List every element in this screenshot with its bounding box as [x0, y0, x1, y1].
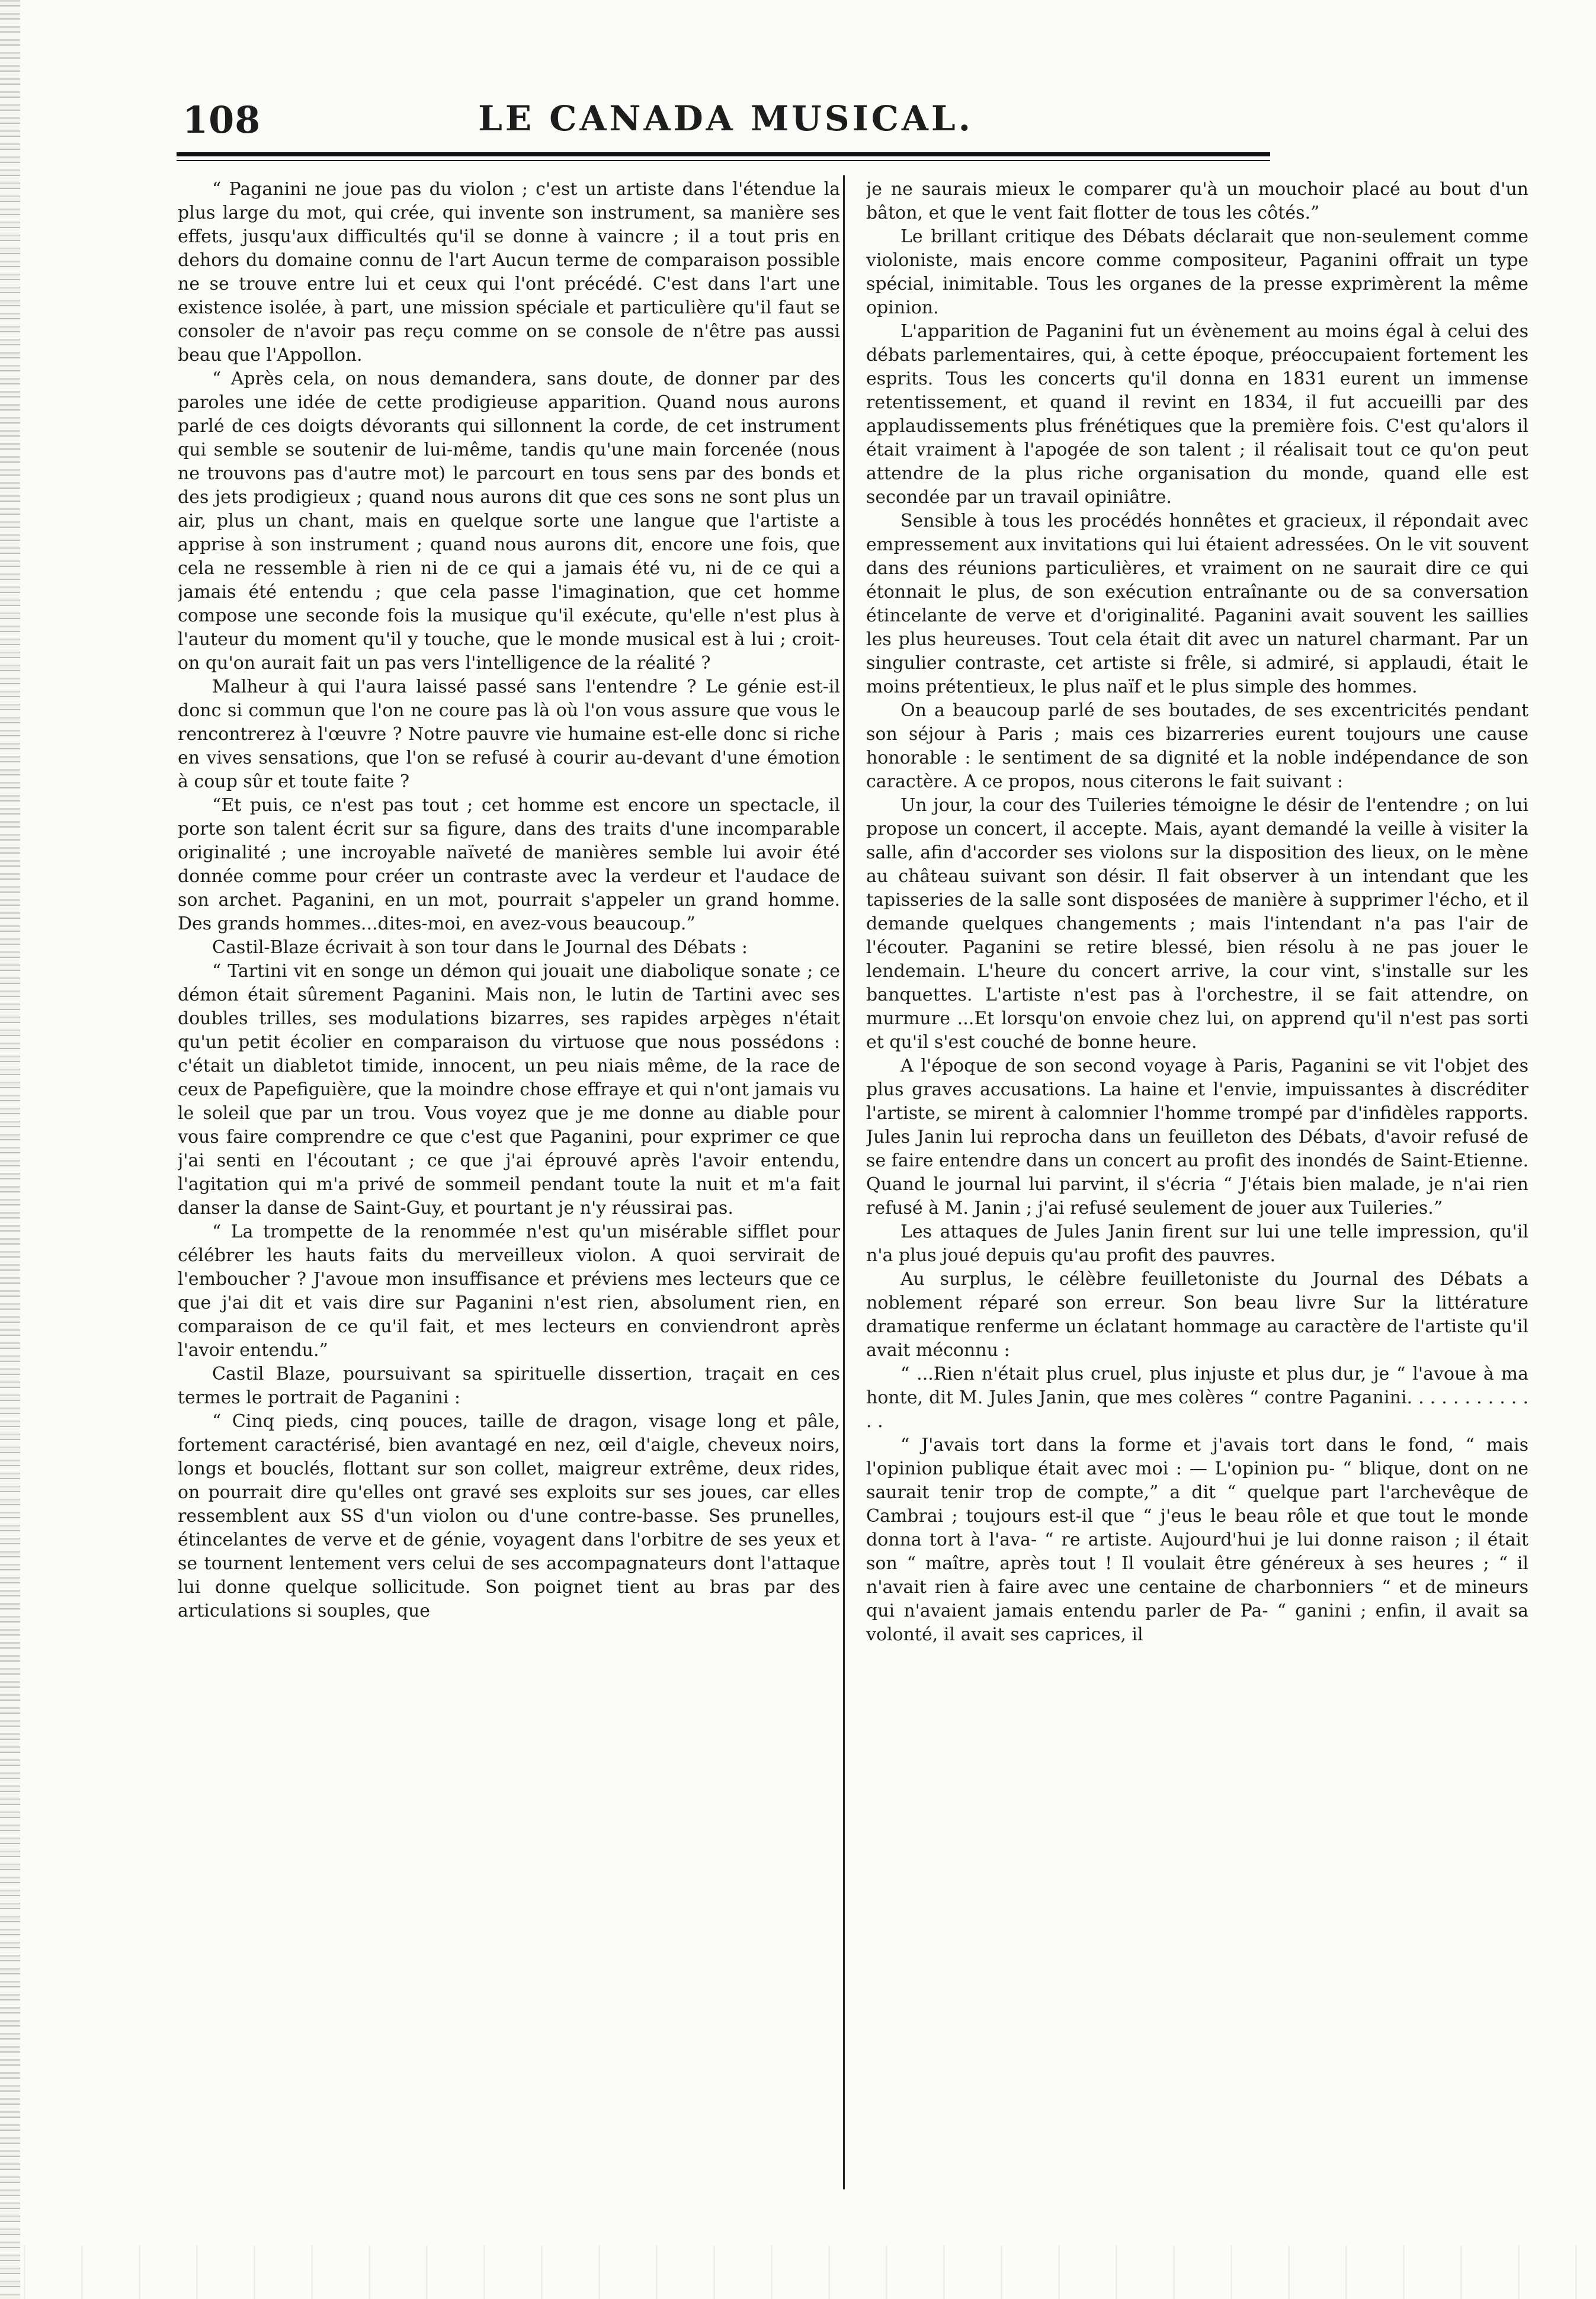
paragraph: “ ...Rien n'était plus cruel, plus injuste et plus dur, je “ l'avoue à ma honte, dit M. Jules Janin, que mes colères “ contre Paganini. . . . . . . . . . . . . [866, 1364, 1528, 1432]
paragraph: A l'époque de son second voyage à Paris, Paganini se vit l'objet des plus graves accusations. La haine et l'envie, impuissantes à discréditer l'artiste, se mirent à calomnier l'homme trompé par d'infidèles rapports. Jules Janin lui reprocha dans un feuilleton des Débats, d'avoir refusé de se faire entendre dans un concert au profit des inondés de Saint-Etienne. Quand le journal lui parvint, il s'écria “ J'étais bien malade, je n'ai rien refusé à M. Janin ; j'ai refusé seulement de jouer aux Tuileries.” [866, 1056, 1528, 1219]
left-column [178, 178, 840, 2168]
page-binding-edge [0, 0, 20, 2299]
paragraph: je ne saurais mieux le comparer qu'à un mouchoir placé au bout d'un bâton, et que le vent fait flotter de tous les côtés.” [866, 179, 1528, 223]
right-column [866, 178, 1528, 2168]
paragraph: Castil Blaze, poursuivant sa spirituelle dissertion, traçait en ces termes le portrait de Paganini : [178, 1364, 840, 1408]
scan-noise [0, 2246, 1596, 2299]
paragraph: Au surplus, le célèbre feuilletoniste du Journal des Débats a noblement réparé son erreur. Son beau livre Sur la littérature dramatique renferme un éclatant hommage au caractère de l'artiste qu'il avait méconnu : [866, 1269, 1528, 1361]
paragraph: “ J'avais tort dans la forme et j'avais tort dans le fond, “ mais l'opinion publique était avec moi : — L'opinion pu- “ blique, dont on ne saurait tenir trop de compte,” a dit “ quelque part l'archevêque de Cambrai ; toujours est-il que “ j'eus le beau rôle et que tout le monde donna tort à l'ava- “ re artiste. Aujourd'hui je lui donne raison ; il était son “ maître, après tout ! Il voulait être généreux à ses heures ; “ il n'avait rien à faire avec une centaine de charbonniers “ et de mineurs qui n'avaient jamais entendu parler de Pa- “ ganini ; enfin, il avait sa volonté, il avait ses caprices, il [866, 1435, 1528, 1645]
running-title: LE CANADA MUSICAL. [478, 98, 973, 139]
paragraph: “Et puis, ce n'est pas tout ; cet homme est encore un spectacle, il porte son talent écrit sur sa figure, dans des traits d'une incomparable originalité ; une incroyable naïveté de manières semble lui avoir été donnée comme pour créer un contraste avec la verdeur et l'audace de son archet. Paganini, en un mot, pourrait s'appeler un grand homme. Des grands hommes...dites-moi, en avez-vous beaucoup.” [178, 795, 840, 934]
paragraph: “ Après cela, on nous demandera, sans doute, de donner par des paroles une idée de cette prodigieuse apparition. Quand nous aurons parlé de ces doigts dévorants qui sillonnent la corde, de cet instrument qui semble se soutenir de lui-même, tandis qu'une main forcenée (nous ne trouvons pas d'autre mot) le parcourt en tous sens par des bonds et des jets prodigieux ; quand nous aurons dit que ces sons ne sont plus un air, plus un chant, mais en quelque sorte une langue que l'artiste a apprise à son instrument ; quand nous aurons dit, encore une fois, que cela ne ressemble à rien ni de ce qui a jamais été vu, ni de ce qui a jamais été entendu ; que cela passe l'imagination, que cet homme compose une seconde fois la musique qu'il exécute, qu'elle n'est plus à l'auteur du moment qu'il y touche, que le monde musical est à lui ; croit-on qu'on aurait fait un pas vers l'intelligence de la réalité ? [178, 368, 840, 674]
paragraph: Les attaques de Jules Janin firent sur lui une telle impression, qu'il n'a plus joué depuis qu'au profit des pauvres. [866, 1221, 1528, 1266]
paragraph: On a beaucoup parlé de ses boutades, de ses excentricités pendant son séjour à Paris ; mais ces bizarreries eurent toujours une cause honorable : le sentiment de sa dignité et la noble indépendance de son caractère. A ce propos, nous citerons le fait suivant : [866, 700, 1528, 792]
paragraph: Malheur à qui l'aura laissé passé sans l'entendre ? Le génie est-il donc si commun que l'on ne coure pas là où l'on vous assure que vous le rencontrerez à l'œuvre ? Notre pauvre vie humaine est-elle donc si riche en vives sensations, que l'on se refusé à courir au-devant d'une émotion à coup sûr et toute faite ? [178, 676, 840, 792]
paragraph: Castil-Blaze écrivait à son tour dans le Journal des Débats : [212, 937, 748, 958]
paragraph: “ Cinq pieds, cinq pouces, taille de dragon, visage long et pâle, fortement caractérisé, bien avantagé en nez, œil d'aigle, cheveux noirs, longs et bouclés, flottant sur son collet, maigreur extrême, deux rides, on pourrait dire qu'elles ont gravé ses exploits sur ses joues, car elles ressemblent aux SS d'un violon ou d'une contre-basse. Ses prunelles, étincelantes de verve et de génie, voyagent dans l'orbitre de ses yeux et se tournent lentement vers celui de ses accompagnateurs dont l'attaque lui donne quelque sollicitude. Son poignet tient au bras par des articulations si souples, que [178, 1411, 840, 1621]
paragraph: Sensible à tous les procédés honnêtes et gracieux, il répondait avec empressement aux invitations qui lui étaient adressées. On le vit souvent dans des réunions particulières, et vraiment on ne saurait dire ce qui étonnait le plus, de son exécution entraînante ou de sa conversation étincelante de verve et d'originalité. Paganini avait souvent les saillies les plus heureuses. Tout cela était dit avec un naturel charmant. Par un singulier contraste, cet artiste si frêle, si admiré, si applaudi, était le moins prétentieux, le plus naïf et le plus simple des hommes. [866, 511, 1528, 697]
paragraph: Un jour, la cour des Tuileries témoigne le désir de l'entendre ; on lui propose un concert, il accepte. Mais, ayant demandé la veille à visiter la salle, afin d'accorder ses violons sur la disposition des lieux, on le mène au château suivant son désir. Il fait observer à un intendant que les tapisseries de la salle sont disposées de manière à supprimer l'écho, et il demande quelques changements ; mais l'intendant n'a pas l'air de l'écouter. Paganini se retire blessé, bien résolu à ne pas jouer le lendemain. L'heure du concert arrive, la cour vint, s'installe sur les banquettes. L'artiste n'est pas à l'orchestre, il se fait attendre, on murmure ...Et lorsqu'on envoie chez lui, on apprend qu'il n'est pas sorti et qu'il s'est couché de bonne heure. [866, 795, 1528, 1053]
paragraph: “ Tartini vit en songe un démon qui jouait une diabolique sonate ; ce démon était sûrement Paganini. Mais non, le lutin de Tartini avec ses doubles trilles, ses modulations bizarres, ses rapides arpèges n'était qu'un petit écolier en comparaison du virtuose que nous possédons : c'était un diabletot timide, innocent, un peu niais même, de la race de ceux de Papefiguière, que la moindre chose effraye et qui n'ont jamais vu le soleil que par un trou. Vous voyez que je me donne au diable pour vous faire comprendre ce que c'est que Paganini, pour exprimer ce que j'ai senti en l'écoutant ; ce que j'ai éprouvé après l'avoir entendu, l'agitation qui m'a privé de sommeil pendant toute la nuit et m'a fait danser la danse de Saint-Guy, et pourtant je n'y réussirai pas. [178, 961, 840, 1219]
page-number: 108 [182, 98, 261, 142]
paragraph: “ Paganini ne joue pas du violon ; c'est un artiste dans l'étendue la plus large du mot, qui crée, qui invente son instrument, sa manière ses effets, jusqu'aux difficultés qu'il se donne à vaincre ; il a tout pris en dehors du domaine connu de l'art Aucun terme de comparaison possible ne se trouve entre lui et ceux qui l'ont précédé. C'est dans l'art une existence isolée, à part, une mission spéciale et particulière qu'il faut se consoler de n'avoir pas reçu comme on se console de n'être pas aussi beau que l'Appollon. [178, 179, 840, 365]
header-rule-thin [177, 160, 1270, 161]
paragraph: Le brillant critique des Débats déclarait que non-seulement comme violoniste, mais encore comme compositeur, Paganini offrait un type spécial, inimitable. Tous les organes de la presse exprimèrent la même opinion. [866, 226, 1528, 318]
column-divider [843, 175, 845, 2189]
paragraph: L'apparition de Paganini fut un évènement au moins égal à celui des débats parlementaires, qui, à cette époque, préoccupaient fortement les esprits. Tous les concerts qu'il donna en 1831 eurent un immense retentissement, et quand il revint en 1834, il fut accueilli par des applaudissements plus frénétiques que la première fois. C'est qu'alors il était vraiment à l'apogée de son talent ; il réalisait tout ce qu'on peut attendre de la plus riche organisation du monde, quand elle est secondée par un travail opiniâtre. [866, 321, 1528, 508]
header-rule-thick [177, 152, 1270, 156]
paragraph: “ La trompette de la renommée n'est qu'un misérable sifflet pour célébrer les hauts faits du merveilleux violon. A quoi servirait de l'emboucher ? J'avoue mon insuffisance et préviens mes lecteurs que ce que j'ai dit et vais dire sur Paganini n'est rien, absolument rien, en comparaison de ce qu'il fait, et mes lecteurs en conviendront après l'avoir entendu.” [178, 1221, 840, 1361]
page-header [182, 98, 1269, 152]
